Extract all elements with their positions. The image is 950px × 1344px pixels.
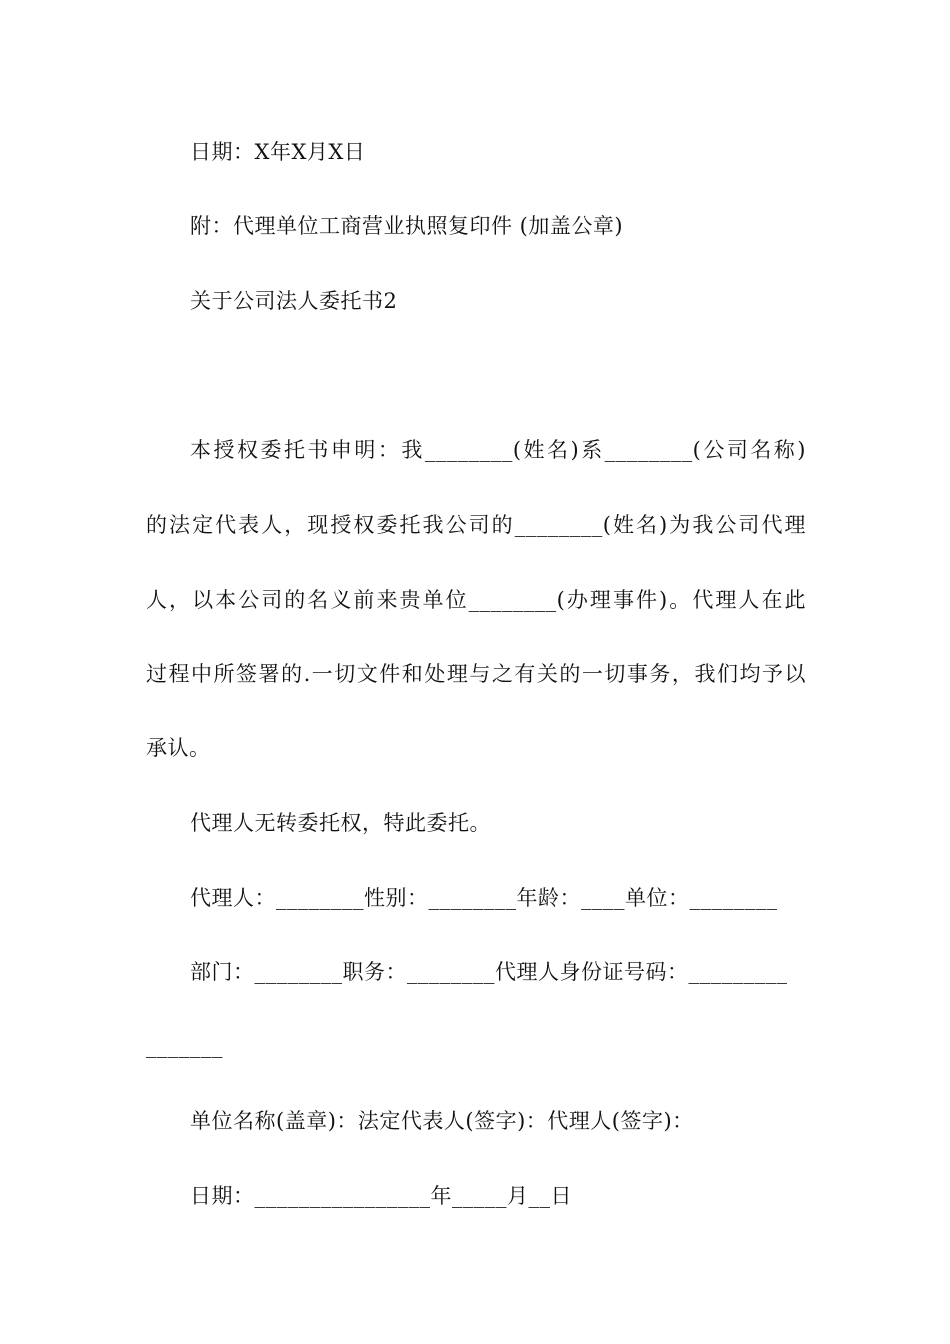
signature-line: 单位名称(盖章)：法定代表人(签字)：代理人(签字)： (190, 1109, 694, 1133)
body-paragraph-1-line-1: 本授权委托书申明：我________(姓名)系________(公司名称) (190, 438, 806, 462)
body-paragraph-1-line-2: 的法定代表人，现授权委托我公司的________(姓名)为我公司代理 (146, 513, 806, 537)
no-subdelegation-line: 代理人无转委托权，特此委托。 (190, 811, 491, 835)
body-paragraph-1-line-3: 人，以本公司的名义前来贵单位________(办理事件)。代理人在此 (146, 588, 806, 612)
agent-info-line: 代理人：________性别：________年龄：____单位：________ (190, 886, 778, 910)
body-paragraph-1-line-5: 承认。 (146, 736, 211, 760)
section-heading: 关于公司法人委托书2 (190, 289, 398, 313)
body-paragraph-1-line-4: 过程中所签署的.一切文件和处理与之有关的一切事务，我们均予以 (146, 662, 806, 686)
department-line: 部门：________职务：________代理人身份证号码：_________ (190, 960, 788, 984)
department-line-continuation: _______ (146, 1034, 223, 1058)
attachment-line: 附：代理单位工商营业执照复印件 (加盖公章) (190, 214, 624, 238)
date-line: 日期：X年X月X日 (190, 140, 366, 164)
signing-date-line: 日期：________________年_____月__日 (190, 1184, 572, 1208)
